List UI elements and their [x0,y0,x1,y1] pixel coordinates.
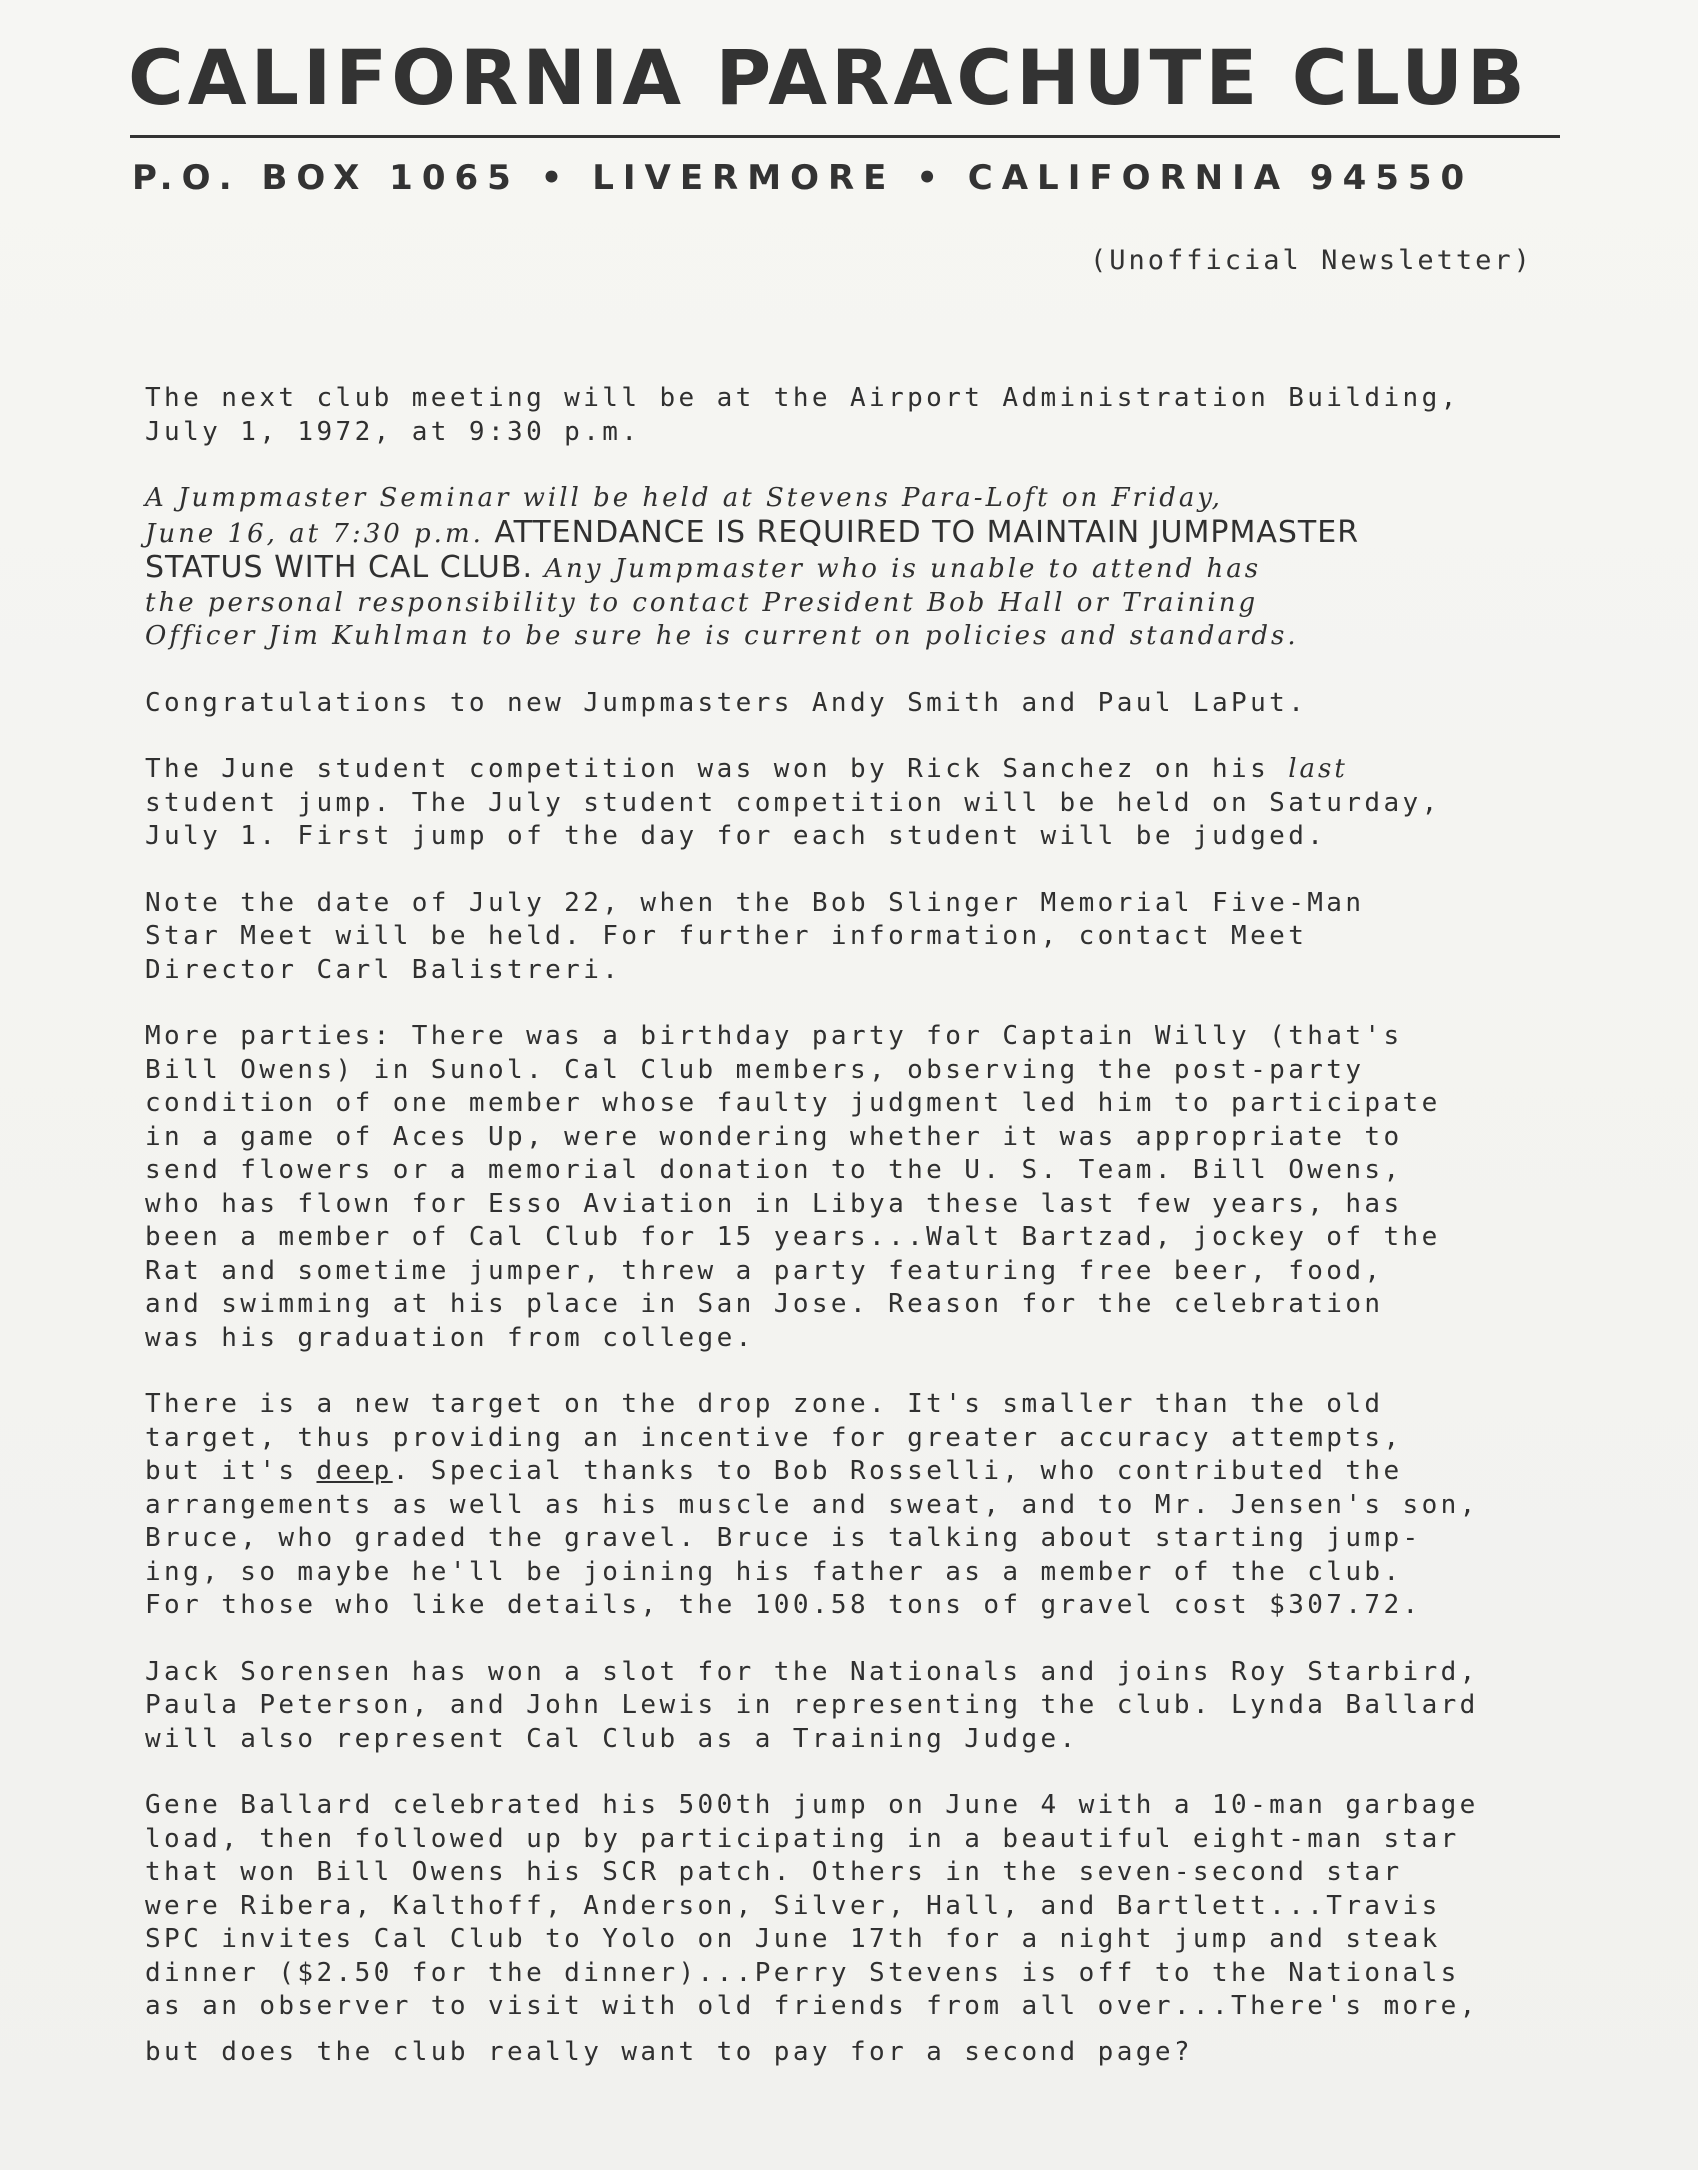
newsletter-note: (Unofficial Newsletter) [1090,245,1533,276]
paragraph-closing: but does the club really want to pay for a second page? [145,2036,1193,2067]
competition-text-1: The June student competition was won by Rick Sanchez on his [145,754,1289,784]
target-underlined: deep [316,1456,393,1486]
paragraph-seminar [145,482,1595,654]
club-title: CALIFORNIA PARACHUTE CLUB [128,33,1529,122]
newsletter-body [145,382,1595,2102]
paragraph-target [145,1388,1595,1623]
paragraph-parties: More parties: There was a birthday party for Captain Willy (that's Bill Owens) in Sunol. Cal Club members, observing the post-party condition of one member whose faulty judgment led him to participate in a game of Aces Up, were wondering whether it was appropriate to send flowers or a memorial donation to the U. S. Team. Bill Owens, who has flown for Esso Aviation in Libya these last few years, has been a member of Cal Club for 15 years...Walt Bartzad, jockey of the Rat and sometime jumper, threw a party featuring free beer, food, and swimming at his place in San Jose. Reason for the celebration was his graduation from college. [145,1021,1441,1353]
paragraph-nationals: Jack Sorensen has won a slot for the Nationals and joins Roy Starbird, Paula Peterson, and John Lewis in representing the club. Lynda Ballard will also represent Cal Club as a Training Judge. [145,1656,1479,1754]
paragraph-competition [145,753,1595,854]
competition-text-2: student jump. The July student competition will be held on Saturday, July 1. First jump of the day for each student will be judged. [145,787,1441,851]
paragraph-meeting: The next club meeting will be at the Airport Administration Building, July 1, 1972, at 9:30 p.m. [145,383,1460,447]
paragraph-gene: Gene Ballard celebrated his 500th jump on June 4 with a 10-man garbage load, then followed up by participating in a beautiful eight-man star that won Bill Owens his SCR patch. Others in the seven-second star were Ribera, Kalthoff, Anderson, Silver, Hall, and Bartlett...Travis SPC invites Cal Club to Yolo on June 17th for a night jump and steak dinner ($2.50 for the dinner)...Perry Stevens is off to the Nationals as an observer to visit with old friends from all over...There's more, [145,1790,1479,2021]
paragraph-congrats: Congratulations to new Jumpmasters Andy Smith and Paul LaPut. [145,687,1308,718]
seminar-italic-2: Any Jumpmaster who is unable to attend has the personal responsibility to contact President Bob Hall or Training Officer Jim Kuhlman to be sure he is current on policies and standards. [145,554,1299,651]
seminar-italic-1: A Jumpmaster Seminar will be held at Stevens Para-Loft on Friday, June 16, at 7:30 p.m. [145,483,1223,549]
competition-italic: last [1288,754,1348,784]
target-text-1: There is a new target on the drop zone. It's smaller than the old target, thus providing an incentive for greater accuracy attempts, but it's [145,1389,1403,1486]
seminar-caps: ATTENDANCE IS REQUIRED TO MAINTAIN JUMPMASTER STATUS WITH CAL CLUB. [145,514,1360,585]
club-address: P.O. BOX 1065 • LIVERMORE • CALIFORNIA 94550 [132,158,1474,198]
header-rule [130,135,1560,138]
paragraph-star-meet: Note the date of July 22, when the Bob Slinger Memorial Five-Man Star Meet will be held. For further information, contact Meet Director Carl Balistreri. [145,887,1365,985]
target-text-2: . Special thanks to Bob Rosselli, who contributed the arrangements as well as his muscle and sweat, and to Mr. Jensen's son, Bruce, who graded the gravel. Bruce is talking about starting jump- ing, so maybe he'll be joining his father as a member of the club. For those who like details, the 100.58 tons of gravel cost $307.72. [145,1456,1479,1620]
